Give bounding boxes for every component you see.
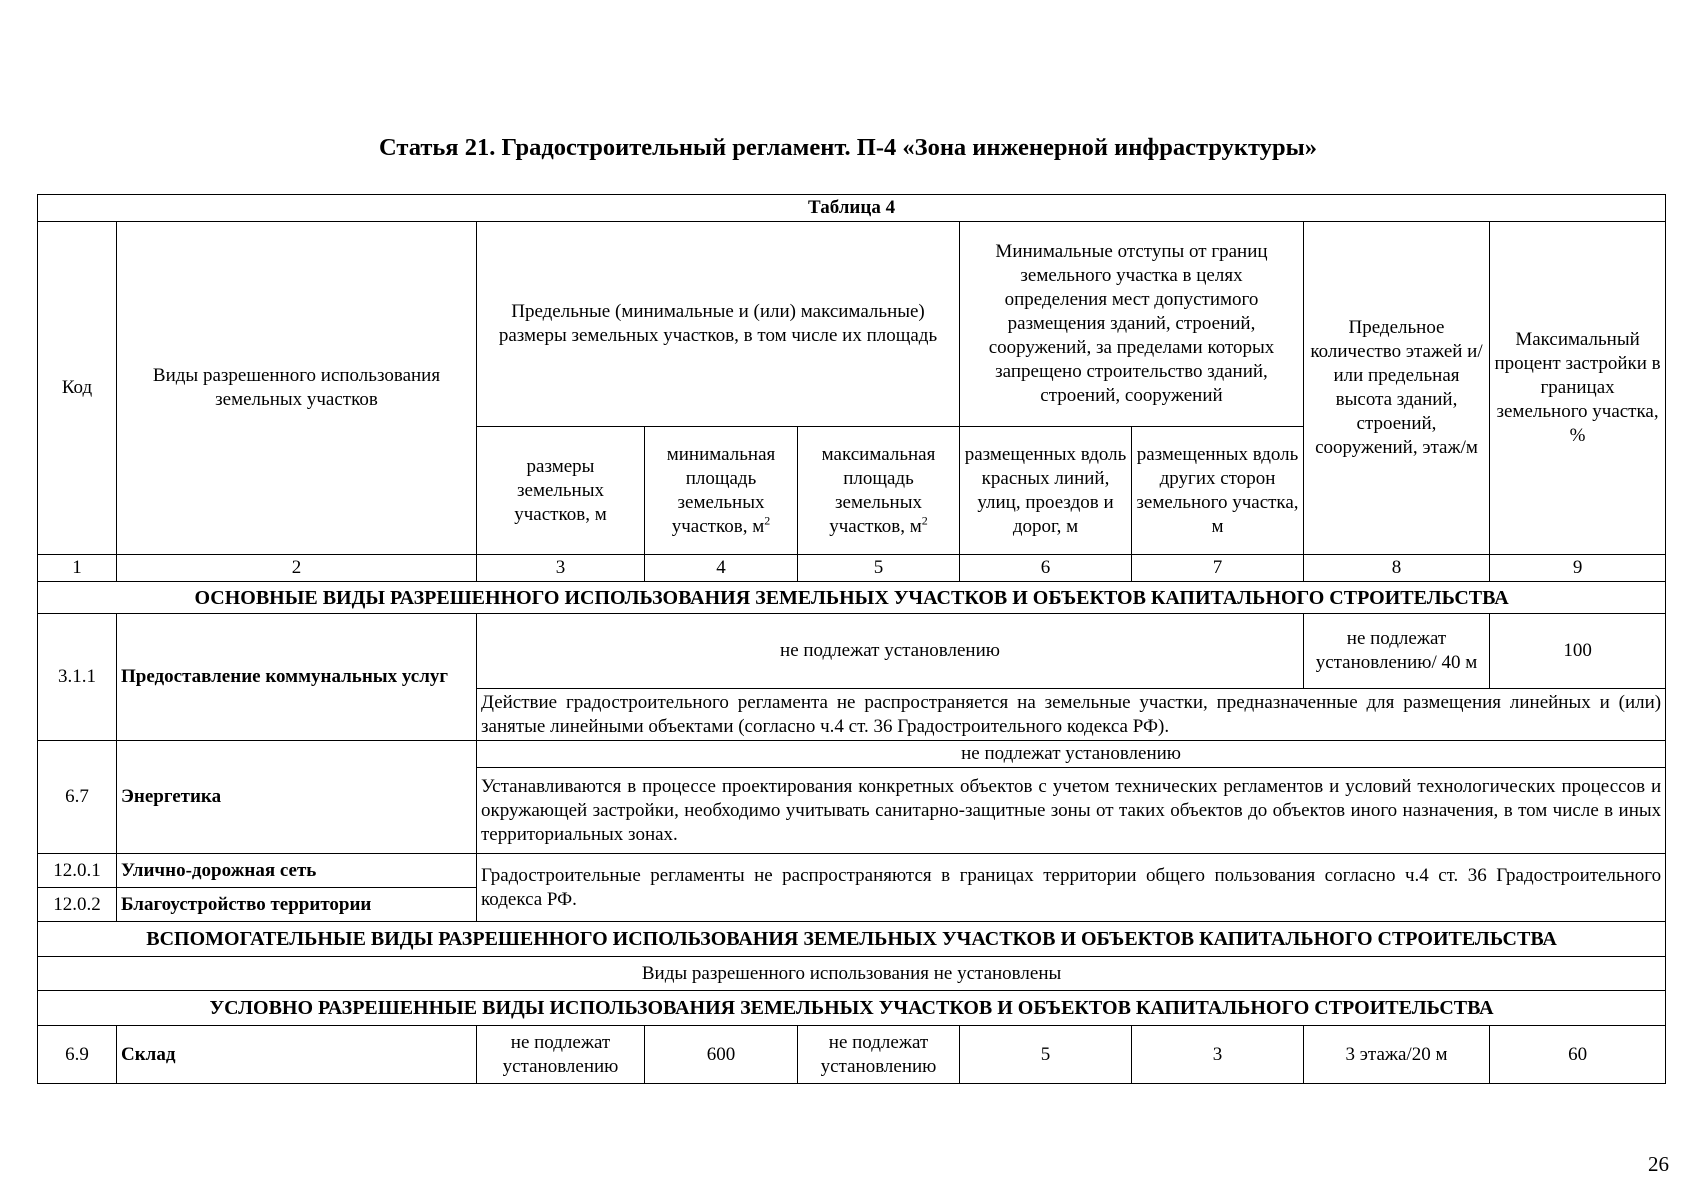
header-max-area-text: максимальная площадь земельных участков, м	[821, 443, 936, 537]
section-main: ОСНОВНЫЕ ВИДЫ РАЗРЕШЕННОГО ИСПОЛЬЗОВАНИЯ ЗЕМЕЛЬНЫХ УЧАСТКОВ И ОБЪЕКТОВ КАПИТАЛЬНОГО СТРОИТЕЛЬСТВА	[38, 582, 1666, 614]
section-auxiliary: ВСПОМОГАТЕЛЬНЫЕ ВИДЫ РАЗРЕШЕННОГО ИСПОЛЬЗОВАНИЯ ЗЕМЕЛЬНЫХ УЧАСТКОВ И ОБЪЕКТОВ КАПИТАЛЬНОГО СТРОИТЕЛЬСТВА	[38, 922, 1666, 957]
code-cell: 12.0.2	[38, 888, 117, 922]
header-coverage: Максимальный процент застройки в границах земельного участка, %	[1490, 222, 1666, 555]
header-max-area	[798, 427, 960, 555]
col-number: 3	[477, 555, 645, 582]
unit-superscript: 2	[764, 513, 771, 528]
setback-other-cell: 3	[1132, 1026, 1304, 1084]
header-setback-other: размещенных вдоль других сторон земельного участка, м	[1132, 427, 1304, 555]
page-title: Статья 21. Градостроительный регламент. П-4 «Зона инженерной инфраструктуры»	[379, 134, 1317, 161]
header-plot-sizes-group: Предельные (минимальные и (или) максимальные) размеры земельных участков, в том числе их площадь	[477, 222, 960, 427]
row-note: Градостроительные регламенты не распространяются в границах территории общего пользования согласно ч.4 ст. 36 Градостроительного кодекса РФ.	[477, 854, 1666, 922]
row-note: Устанавливаются в процессе проектирования конкретных объектов с учетом технических регламентов и условий технологических процессов и окружающей застройки, необходимо учитывать санитарно-защитные зоны от таких объектов до объектов иного назначения, в том числе в иных территориальных зонах.	[477, 768, 1666, 854]
header-setbacks-group: Минимальные отступы от границ земельного участка в целях определения мест допустимого размещения зданий, строений, сооружений, за пределами которых запрещено строительство зданий, строений, сооружений	[960, 222, 1304, 427]
header-plot-size: размеры земельных участков, м	[477, 427, 645, 555]
header-use-types: Виды разрешенного использования земельных участков	[117, 222, 477, 555]
code-cell: 3.1.1	[38, 614, 117, 741]
coverage-cell: 60	[1490, 1026, 1666, 1084]
col-number: 2	[117, 555, 477, 582]
params-not-set: не подлежат установлению	[477, 614, 1304, 689]
code-cell: 6.7	[38, 741, 117, 854]
header-min-area	[645, 427, 798, 555]
min-area-cell: 600	[645, 1026, 798, 1084]
use-name: Благоустройство территории	[117, 888, 477, 922]
use-name: Энергетика	[117, 741, 477, 854]
header-setback-red: размещенных вдоль красных линий, улиц, проездов и дорог, м	[960, 427, 1132, 555]
col-number: 6	[960, 555, 1132, 582]
floors-cell: не подлежат установлению/ 40 м	[1304, 614, 1490, 689]
col-number: 8	[1304, 555, 1490, 582]
col-number: 4	[645, 555, 798, 582]
col-number: 9	[1490, 555, 1666, 582]
code-cell: 6.9	[38, 1026, 117, 1084]
use-name: Склад	[117, 1026, 477, 1084]
regulation-table	[37, 194, 1666, 1084]
col-number: 7	[1132, 555, 1304, 582]
params-not-set: не подлежат установлению	[477, 741, 1666, 768]
col-number: 5	[798, 555, 960, 582]
unit-superscript: 2	[921, 513, 928, 528]
use-name: Улично-дорожная сеть	[117, 854, 477, 888]
page-number: 26	[1648, 1152, 1669, 1176]
setback-red-cell: 5	[960, 1026, 1132, 1084]
table-number: Таблица 4	[38, 195, 1666, 222]
header-code: Код	[38, 222, 117, 555]
floors-cell: 3 этажа/20 м	[1304, 1026, 1490, 1084]
plot-size-cell: не подлежат установлению	[477, 1026, 645, 1084]
auxiliary-note: Виды разрешенного использования не установлены	[38, 957, 1666, 991]
coverage-cell: 100	[1490, 614, 1666, 689]
header-min-area-text: минимальная площадь земельных участков, м	[666, 443, 776, 537]
section-conditional: УСЛОВНО РАЗРЕШЕННЫЕ ВИДЫ ИСПОЛЬЗОВАНИЯ ЗЕМЕЛЬНЫХ УЧАСТКОВ И ОБЪЕКТОВ КАПИТАЛЬНОГО СТРОИТЕЛЬСТВА	[38, 991, 1666, 1026]
use-name: Предоставление коммунальных услуг	[117, 614, 477, 741]
col-number: 1	[38, 555, 117, 582]
row-note: Действие градостроительного регламента не распространяется на земельные участки, предназначенные для размещения линейных и (или) занятые линейными объектами (согласно ч.4 ст. 36 Градостроительного кодекса РФ).	[477, 689, 1666, 741]
max-area-cell: не подлежат установлению	[798, 1026, 960, 1084]
code-cell: 12.0.1	[38, 854, 117, 888]
header-floors: Предельное количество этажей и/или предельная высота зданий, строений, сооружений, этаж/м	[1304, 222, 1490, 555]
